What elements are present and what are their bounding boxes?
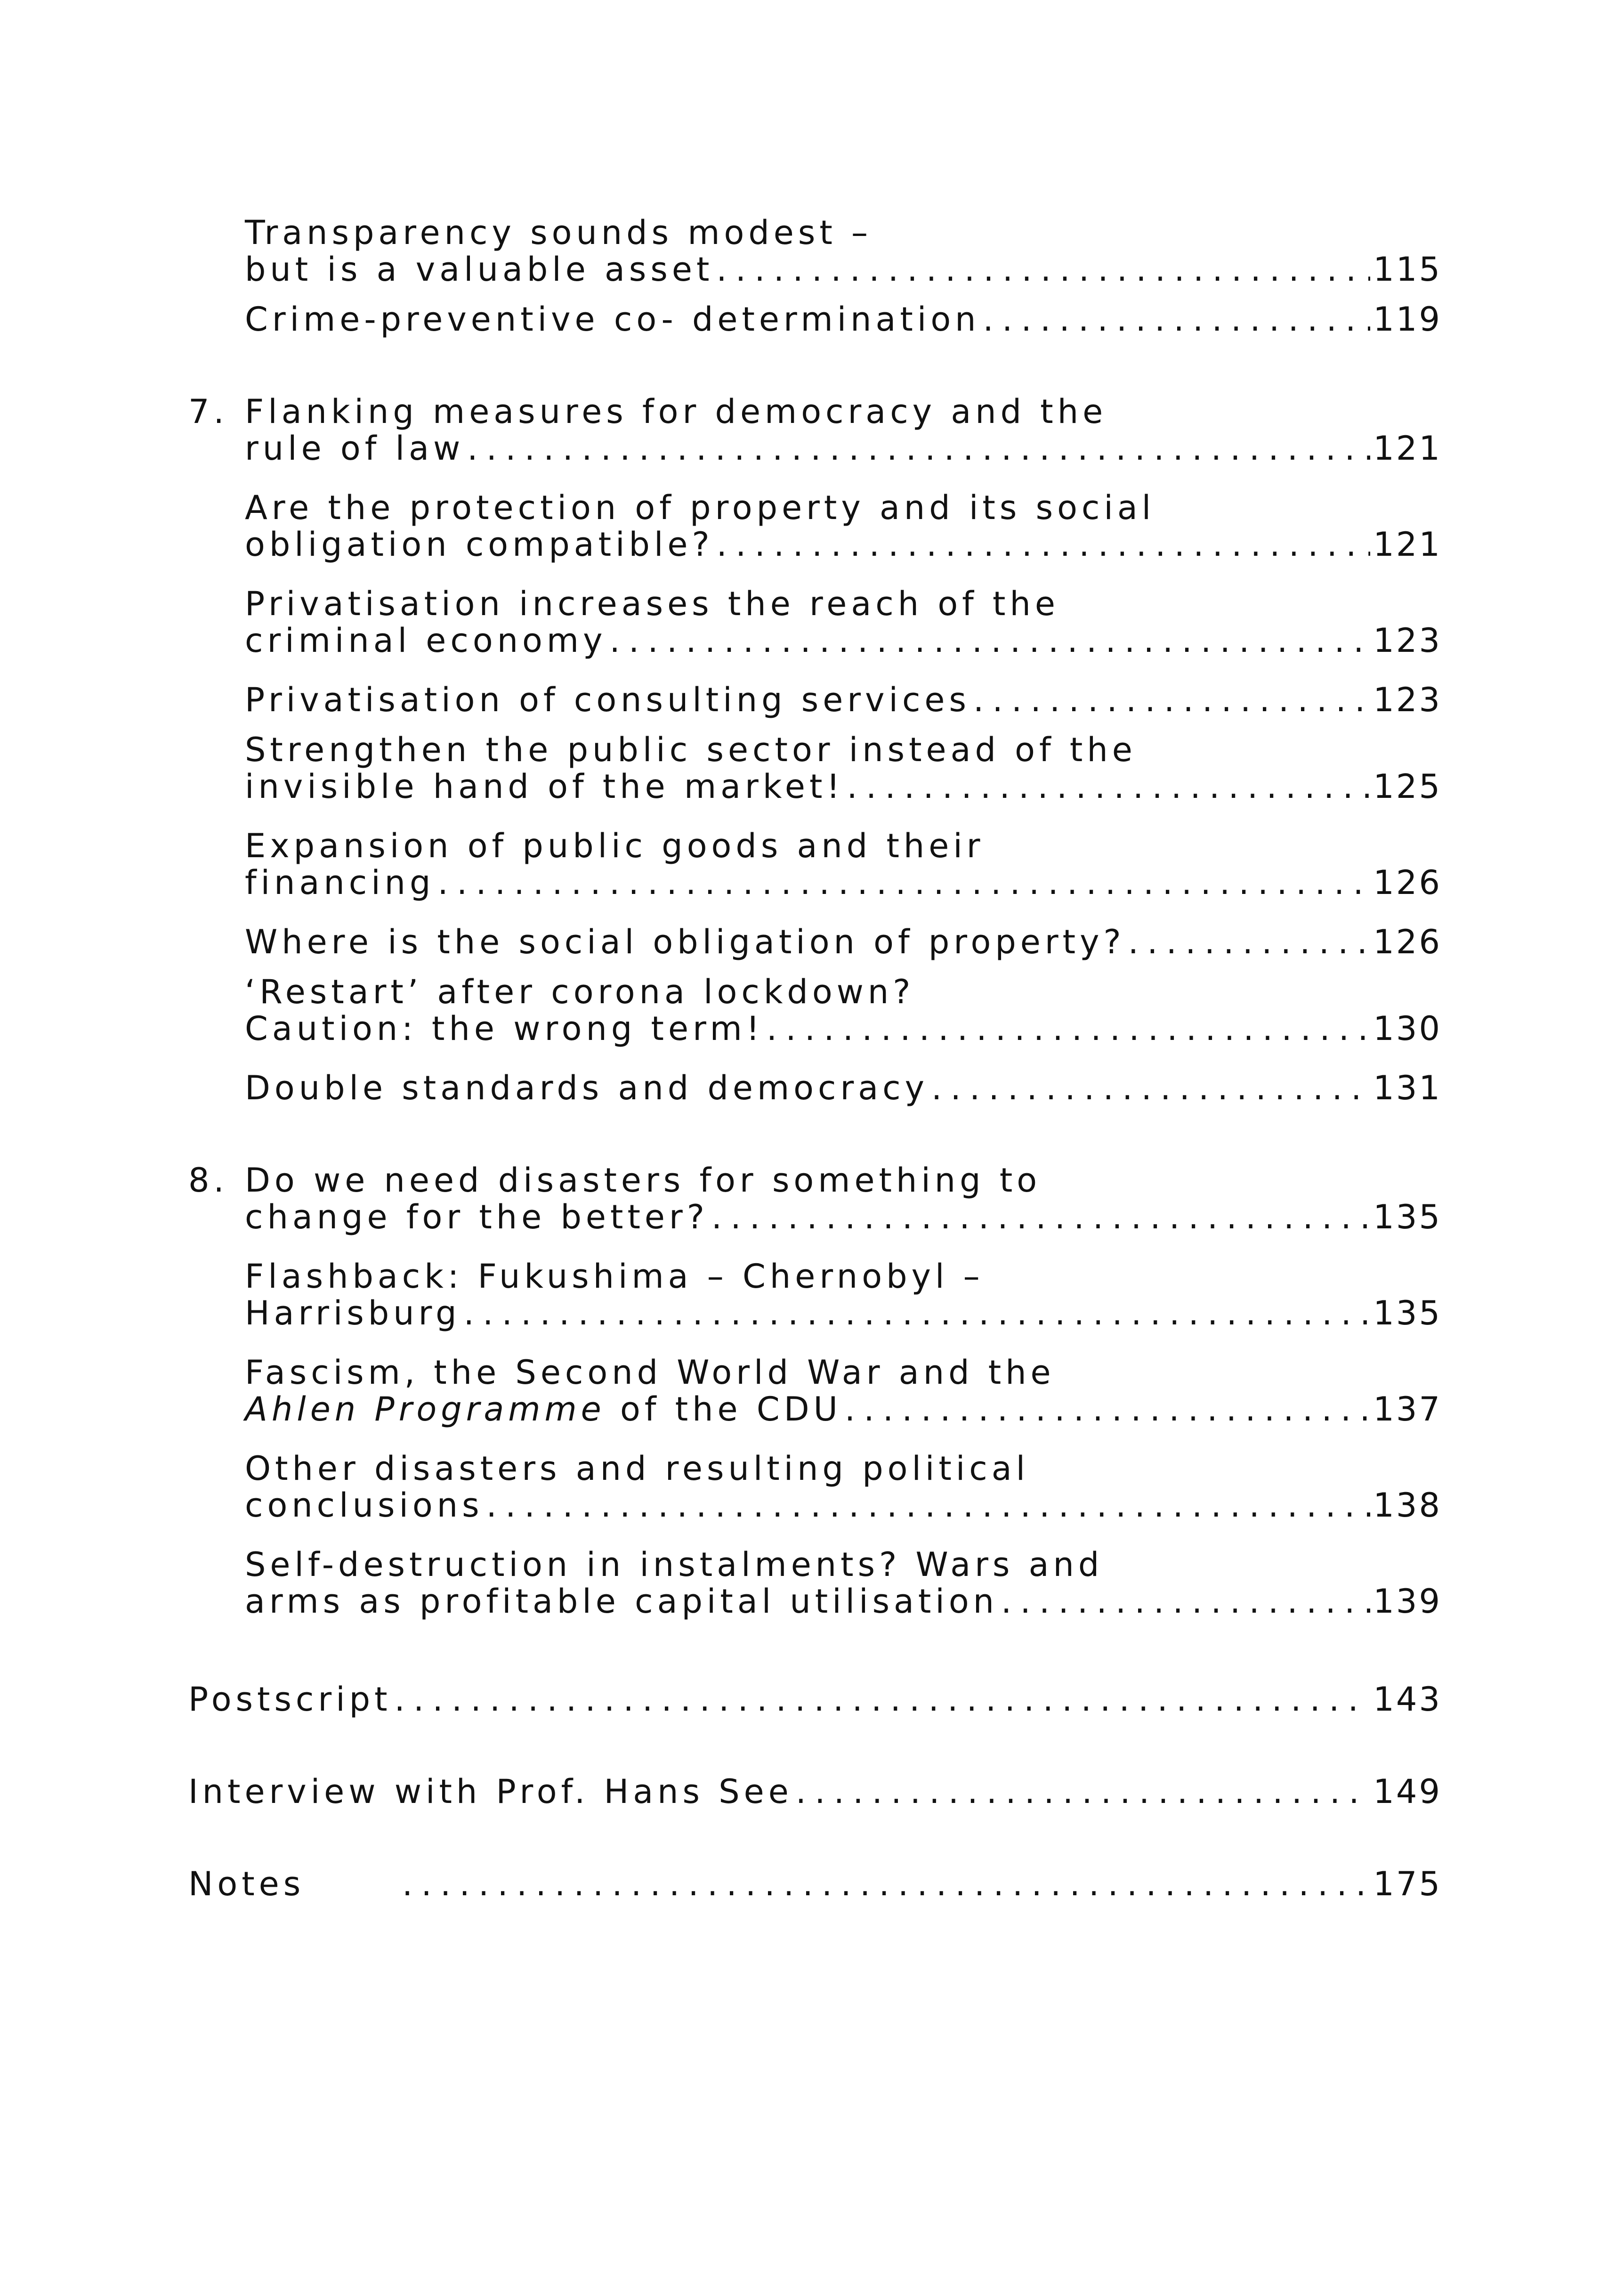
toc-page-number: 126 [1373, 863, 1442, 902]
toc-page-number: 125 [1373, 767, 1442, 806]
dot-leader [847, 768, 1370, 805]
toc-entry-interview[interactable] [188, 1773, 1442, 1810]
toc-entry-title: Interview with Prof. Hans See [188, 1772, 793, 1811]
toc-entry-title: criminal economy [245, 621, 607, 660]
toc-entry[interactable] [245, 828, 1442, 901]
dot-leader [716, 251, 1370, 288]
toc-entry-title: Postscript [188, 1680, 392, 1719]
toc-entry-title-line1: Other disasters and resulting political [245, 1449, 1030, 1488]
toc-entry-title: Double standards and democracy [245, 1069, 929, 1107]
toc-entry-title-line1: Do we need disasters for something to [245, 1161, 1042, 1200]
toc-page-number: 115 [1373, 250, 1442, 289]
toc-entry-title: Crime-preventive co- determination [245, 300, 980, 339]
toc-page-number: 143 [1373, 1680, 1442, 1719]
toc-entry-notes[interactable] [188, 1866, 1442, 1902]
toc-page-number: 119 [1373, 300, 1442, 339]
toc-entry-title: conclusions [245, 1486, 484, 1525]
toc-page-number: 131 [1373, 1069, 1442, 1107]
dot-leader [711, 1199, 1371, 1235]
dot-leader [973, 682, 1370, 718]
toc-entry-title: Where is the social obligation of property? [245, 923, 1125, 961]
dot-leader [1128, 924, 1371, 960]
dot-leader [486, 1487, 1371, 1524]
toc-page-number: 138 [1373, 1486, 1442, 1525]
toc-page-number: 135 [1373, 1294, 1442, 1332]
toc-entry-title-line1: Fascism, the Second World War and the [245, 1353, 1055, 1392]
dot-leader [1001, 1583, 1370, 1620]
toc-entry-title-line1: Are the protection of property and its social [245, 488, 1155, 527]
toc-entry[interactable] [245, 924, 1442, 960]
toc-page-number: 126 [1373, 923, 1442, 961]
toc-entry-title: but is a valuable asset [245, 250, 714, 289]
toc-entry-title-line1: Flashback: Fukushima – Chernobyl – [245, 1257, 984, 1296]
toc-page-number: 130 [1373, 1009, 1442, 1048]
toc-page-number: 123 [1373, 621, 1442, 660]
toc-chapter-entry[interactable] [188, 392, 1442, 468]
chapter-number: 7. [188, 392, 228, 431]
chapter-number: 8. [188, 1161, 228, 1200]
toc-entry-title: rule of law [245, 429, 465, 468]
dot-leader [402, 1866, 1370, 1902]
toc-page-number: 135 [1373, 1198, 1442, 1236]
dot-leader [931, 1070, 1370, 1106]
toc-entry[interactable] [245, 1546, 1442, 1620]
toc-entry-postscript[interactable] [188, 1681, 1442, 1718]
toc-entry-title: arms as profitable capital utilisation [245, 1582, 999, 1621]
toc-entry-title-line1: Flanking measures for democracy and the [245, 392, 1107, 431]
toc-entry[interactable] [245, 1354, 1442, 1428]
toc-entry-title: invisible hand of the market! [245, 767, 844, 806]
dot-leader [395, 1681, 1371, 1718]
toc-entry[interactable] [245, 1070, 1442, 1106]
dot-leader [467, 430, 1370, 467]
toc-entry-title: financing [245, 863, 435, 902]
toc-entry-title-line1: ‘Restart’ after corona lockdown? [245, 973, 915, 1011]
toc-entry-title: Notes [188, 1865, 305, 1903]
toc-page-number: 149 [1373, 1772, 1442, 1811]
toc-entry-title-rest: of the CDU [605, 1390, 842, 1429]
toc-entry[interactable] [245, 489, 1442, 563]
toc-entry[interactable] [245, 301, 1442, 338]
toc-entry-title-line1: Strengthen the public sector instead of the [245, 731, 1137, 769]
toc-page-number: 139 [1373, 1582, 1442, 1621]
toc-entry[interactable] [245, 682, 1442, 718]
toc-entry-title: obligation compatible? [245, 525, 714, 564]
dot-leader [610, 622, 1371, 659]
toc-entry-title: Caution: the wrong term! [245, 1009, 764, 1048]
toc-entry[interactable] [245, 731, 1442, 805]
dot-leader [767, 1010, 1371, 1047]
toc-page-number: 137 [1373, 1390, 1442, 1429]
toc-entry-title-line1: Self-destruction in instalments? Wars and [245, 1545, 1104, 1584]
toc-entry[interactable] [245, 585, 1442, 659]
toc-chapter-entry[interactable] [188, 1161, 1442, 1236]
toc-page-number: 121 [1373, 429, 1442, 468]
toc-entry-title-line1: Expansion of public goods and their [245, 827, 985, 865]
toc-page-number: 123 [1373, 681, 1442, 719]
toc-entry-title: Privatisation of consulting services [245, 681, 970, 719]
toc-entry[interactable] [245, 1450, 1442, 1524]
toc-entry-title: Harrisburg [245, 1294, 461, 1332]
italic-title: Ahlen Programme [245, 1390, 606, 1429]
dot-leader [437, 864, 1370, 901]
toc-entry[interactable] [245, 1258, 1442, 1331]
toc-entry-title: change for the better? [245, 1198, 709, 1236]
toc-entry-title [245, 1391, 842, 1428]
dot-leader [717, 526, 1371, 563]
dot-leader [845, 1391, 1371, 1428]
toc-entry-title-line1: Transparency sounds modest – [245, 213, 873, 252]
toc-page-number: 121 [1373, 525, 1442, 564]
dot-leader [796, 1773, 1371, 1810]
toc-entry[interactable] [245, 974, 1442, 1047]
table-of-contents [188, 214, 1442, 1902]
dot-leader [983, 301, 1371, 338]
dot-leader [464, 1295, 1371, 1331]
toc-entry[interactable] [245, 214, 1442, 288]
toc-page-number: 175 [1373, 1865, 1442, 1903]
toc-entry-title-line1: Privatisation increases the reach of the [245, 584, 1059, 623]
